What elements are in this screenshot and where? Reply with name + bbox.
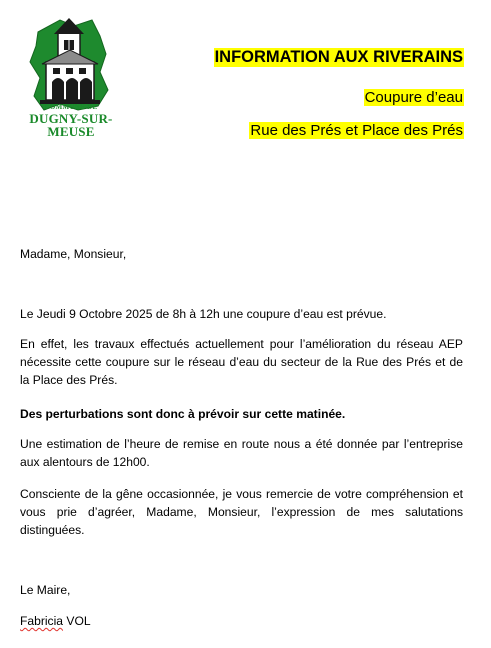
- signature-last-name: VOL: [66, 614, 91, 628]
- paragraph-text: En effet, les travaux effectués actuellement pour l’amélioration du réseau AEP nécessite cette coupure sur le réseau d’eau du secteur de la Rue des Prés et de la Place des Prés.: [20, 337, 463, 387]
- logo-commune-label: COMMUNE DE: [44, 103, 98, 111]
- letter-salutation: [20, 245, 463, 263]
- signature-text: [20, 612, 463, 630]
- paragraph-text: Des perturbations sont donc à prévoir sur cette matinée.: [20, 407, 346, 421]
- paragraph-text: Le Jeudi 9 Octobre 2025 de 8h à 12h une coupure d’eau est prévue.: [20, 307, 387, 321]
- closing-text: Le Maire,: [20, 583, 71, 597]
- logo-commune-name: DUGNY-SUR-MEUSE: [29, 111, 113, 139]
- letter-paragraph-4: [20, 435, 463, 471]
- letter-paragraph-1: [20, 305, 463, 323]
- paragraph-text: Consciente de la gêne occasionnée, je vous remercie de votre compréhension et vous prie d’agréer, Madame, Monsieur, l’expression de mes salutations distinguées.: [20, 487, 463, 537]
- salutation-text: Madame, Monsieur,: [20, 247, 127, 261]
- letter-paragraph-3: [20, 405, 463, 423]
- letter-closing: [20, 581, 463, 599]
- paragraph-text: Une estimation de l’heure de remise en route nous a été donnée par l’entreprise aux alentours de 12h00.: [20, 437, 463, 469]
- letter-paragraph-2: [20, 335, 463, 389]
- letter-paragraph-5: [20, 485, 463, 539]
- letter-signature: [20, 612, 463, 630]
- notice-location: Rue des Prés et Place des Prés: [250, 122, 463, 139]
- notice-title: INFORMATION AUX RIVERAINS: [214, 48, 463, 66]
- signature-first-name: Fabricia: [20, 614, 64, 628]
- notice-subtitle: Coupure d’eau: [364, 89, 463, 106]
